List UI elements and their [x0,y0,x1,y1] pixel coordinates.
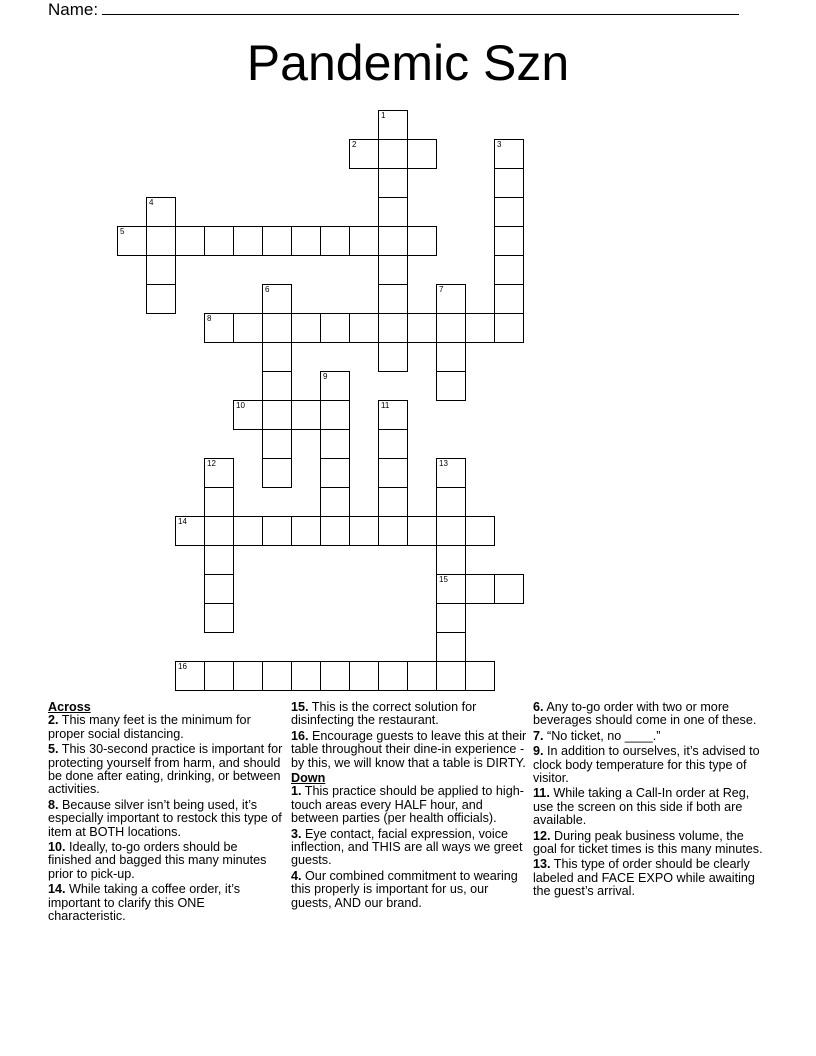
grid-cell-number: 1 [381,111,386,120]
grid-cell[interactable] [436,487,466,517]
grid-cell[interactable] [320,487,350,517]
clue-down-9: 9. In addition to ourselves, it’s advised to clock body temperature for this type of visitor. [533,744,760,786]
grid-cell[interactable] [436,371,466,401]
grid-cell[interactable] [175,661,205,691]
clue-across-8: 8. Because silver isn’t being used, it’s especially important to restock this type of item at BOTH locations. [48,797,282,839]
grid-cell[interactable] [436,661,466,691]
grid-cell[interactable] [320,371,350,401]
grid-cell-number: 3 [497,140,502,149]
across-heading: Across [48,700,91,714]
clue-across-10: 10. Ideally, to-go orders should be finished and bagged this many minutes prior to pick-up. [48,840,267,881]
grid-cell[interactable] [378,226,408,256]
grid-cell[interactable] [494,284,524,314]
grid-cell[interactable] [465,313,495,343]
grid-cell[interactable] [494,313,524,343]
grid-cell[interactable] [436,458,466,488]
grid-cell[interactable] [262,371,292,401]
grid-cell[interactable] [291,661,321,691]
grid-cell[interactable] [436,632,466,662]
grid-cell[interactable] [262,661,292,691]
grid-cell[interactable] [262,429,292,459]
grid-cell[interactable] [204,487,234,517]
grid-cell[interactable] [436,545,466,575]
grid-cell[interactable] [378,284,408,314]
grid-cell[interactable] [320,226,350,256]
clues-column-3 [533,701,769,901]
grid-cell[interactable] [378,429,408,459]
grid-cell[interactable] [204,574,234,604]
clue-down-11: 11. While taking a Call-In order at Reg, use the screen on this side if both are available. [533,786,750,828]
grid-cell[interactable] [262,226,292,256]
grid-cell[interactable] [320,429,350,459]
down-heading: Down [291,771,326,786]
grid-cell[interactable] [494,139,524,169]
grid-cell[interactable] [262,458,292,488]
grid-cell[interactable] [117,226,147,256]
clues-column-1 [48,701,284,926]
grid-cell[interactable] [378,110,408,140]
grid-cell[interactable] [146,284,176,314]
grid-cell[interactable] [262,284,292,314]
grid-cell-number: 15 [439,575,448,584]
grid-cell[interactable] [407,226,437,256]
grid-cell[interactable] [262,342,292,372]
grid-cell[interactable] [378,516,408,546]
grid-cell[interactable] [204,516,234,546]
clue-down-7: 7. “No ticket, no ____.” [533,728,661,743]
grid-cell[interactable] [378,255,408,285]
grid-cell[interactable] [465,516,495,546]
name-field [48,0,739,20]
grid-cell[interactable] [349,661,379,691]
grid-cell[interactable] [204,661,234,691]
grid-cell[interactable] [262,400,292,430]
grid-cell[interactable] [320,516,350,546]
grid-cell[interactable] [378,139,408,169]
clues-column-2 [291,701,527,912]
grid-cell[interactable] [146,197,176,227]
clue-down-12: 12. During peak business volume, the goal for ticket times is this many minutes. [533,828,763,857]
grid-cell[interactable] [233,313,263,343]
grid-cell[interactable] [407,661,437,691]
grid-cell[interactable] [204,313,234,343]
grid-cell[interactable] [233,516,263,546]
grid-cell-number: 2 [352,140,357,149]
grid-cell[interactable] [465,574,495,604]
clue-across-16: 16. Encourage guests to leave this at their table throughout their dine-in experience - by this, we will know that a table is DIRTY. [291,728,527,770]
grid-cell[interactable] [436,516,466,546]
grid-cell[interactable] [320,313,350,343]
grid-cell[interactable] [349,516,379,546]
grid-cell[interactable] [291,400,321,430]
grid-cell-number: 9 [323,372,328,381]
clue-across-14: 14. While taking a coffee order, it’s important to clarify this ONE characteristic. [48,882,241,924]
clue-down-13: 13. This type of order should be clearly labeled and FACE EXPO while awaiting the guest’s arrival. [533,857,755,899]
grid-cell[interactable] [233,226,263,256]
grid-cell[interactable] [175,226,205,256]
clue-down-3: 3. Eye contact, facial expression, voice inflection, and THIS are all ways we greet guests. [291,826,523,868]
grid-cell[interactable] [436,574,466,604]
grid-cell[interactable] [349,313,379,343]
grid-cell[interactable] [349,139,379,169]
grid-cell-number: 14 [178,517,187,526]
page-title: Pandemic Szn [246,35,570,91]
grid-cell[interactable] [378,197,408,227]
grid-cell[interactable] [291,226,321,256]
name-label: Name: [48,0,99,19]
grid-cell[interactable] [146,226,176,256]
grid-cell[interactable] [291,516,321,546]
clue-across-5: 5. This 30-second practice is important for protecting yourself from harm, and should be done after eating, drinking, or between activities. [48,742,283,797]
grid-cell[interactable] [378,168,408,198]
grid-cell-number: 12 [207,459,216,468]
grid-cell[interactable] [494,574,524,604]
grid-cell-number: 11 [381,401,390,410]
grid-cell[interactable] [407,313,437,343]
grid-cell-number: 6 [265,285,270,294]
grid-cell[interactable] [233,661,263,691]
clue-down-1: 1. This practice should be applied to high-touch areas every HALF hour, and between parties (per health officials). [291,784,524,826]
grid-cell[interactable] [204,458,234,488]
grid-cell-number: 8 [207,314,212,323]
grid-cell[interactable] [494,168,524,198]
grid-cell[interactable] [378,313,408,343]
clue-across-2: 2. This many feet is the minimum for proper social distancing. [48,713,251,741]
grid-cell[interactable] [233,400,263,430]
clue-down-4: 4. Our combined commitment to wearing this properly is important for us, our guests, AND our brand. [291,868,518,910]
grid-cell[interactable] [436,603,466,633]
clue-down-6: 6. Any to-go order with two or more beverages should come in one of these. [533,700,757,728]
grid-cell[interactable] [378,661,408,691]
grid-cell[interactable] [407,516,437,546]
grid-cell[interactable] [320,661,350,691]
grid-cell[interactable] [204,226,234,256]
grid-cell[interactable] [436,313,466,343]
grid-cell-number: 16 [178,662,187,671]
grid-cell[interactable] [146,255,176,285]
grid-cell[interactable] [407,139,437,169]
grid-cell[interactable] [494,197,524,227]
grid-cell[interactable] [204,545,234,575]
grid-cell[interactable] [204,603,234,633]
grid-cell-number: 13 [439,459,448,468]
grid-cell-number: 7 [439,285,444,294]
name-blank-line[interactable] [102,0,739,15]
grid-cell-number: 5 [120,227,125,236]
grid-cell[interactable] [320,458,350,488]
clue-across-15: 15. This is the correct solution for disinfecting the restaurant. [291,700,477,728]
grid-cell[interactable] [262,313,292,343]
grid-cell[interactable] [378,400,408,430]
grid-cell-number: 10 [236,401,245,410]
grid-cell[interactable] [175,516,205,546]
grid-cell[interactable] [436,342,466,372]
grid-cell[interactable] [378,487,408,517]
grid-cell[interactable] [378,342,408,372]
grid-cell[interactable] [436,284,466,314]
grid-cell[interactable] [494,226,524,256]
grid-cell[interactable] [465,661,495,691]
grid-cell-number: 4 [149,198,154,207]
grid-cell[interactable] [349,226,379,256]
grid-cell[interactable] [320,400,350,430]
grid-cell[interactable] [291,313,321,343]
grid-cell[interactable] [262,516,292,546]
grid-cell[interactable] [494,255,524,285]
grid-cell[interactable] [378,458,408,488]
